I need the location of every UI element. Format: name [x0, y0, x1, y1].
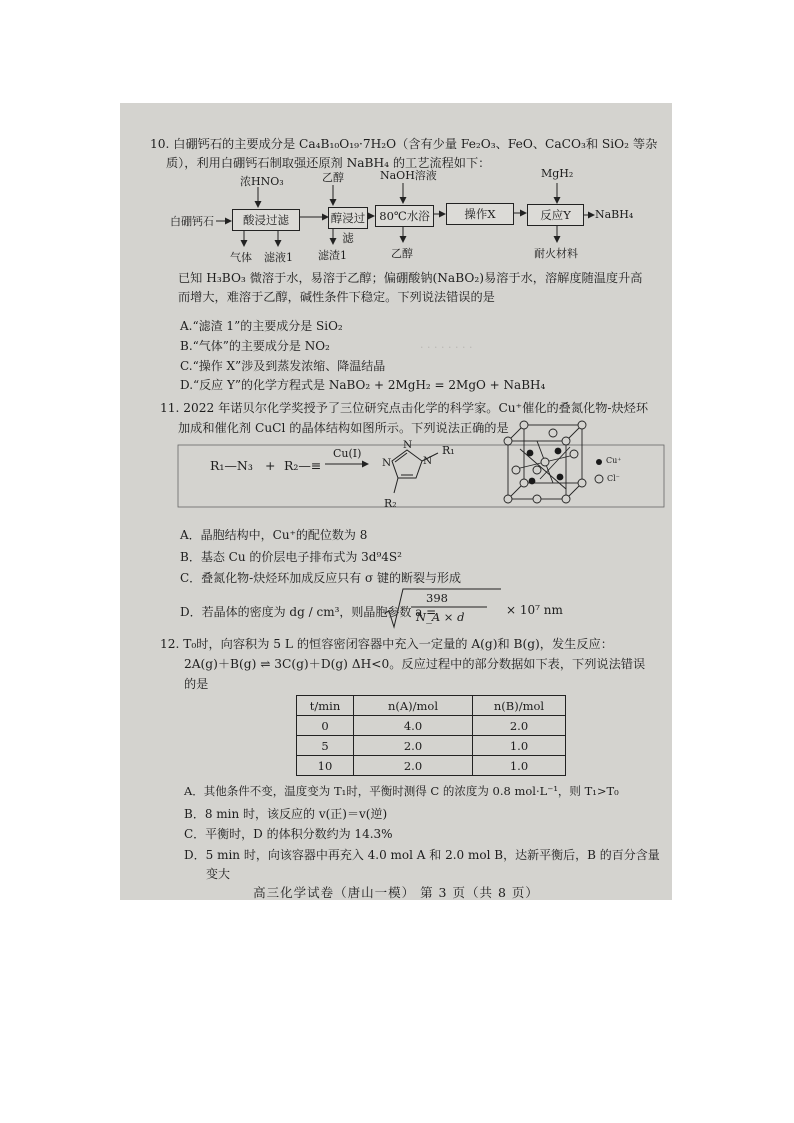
q10-info: 已知 H₃BO₃ 微溶于水，易溶于乙醇；偏硼酸钠(NaBO₂)易溶于水，溶解度随温度升高: [178, 271, 643, 285]
table-row: [297, 756, 566, 776]
flow-product-label: NaBH₄: [595, 208, 634, 221]
header-na: n(A)/mol: [354, 696, 473, 716]
legend-markers: [594, 457, 606, 487]
table-cell: 2.0: [354, 756, 473, 776]
substituent-r1: R₁: [442, 444, 455, 457]
flow-output-refractory: 耐火材料: [534, 247, 578, 260]
q12-option-a: A．其他条件不变，温度变为 T₁时，平衡时测得 C 的浓度为 0.8 mol·L⁻¹，则 T₁>T₀: [184, 784, 619, 798]
plus-sign: +: [265, 458, 276, 473]
q11-stem-cont: 加成和催化剂 CuCl 的晶体结构如图所示。下列说法正确的是: [178, 421, 509, 435]
q12-equation: 2A(g)＋B(g) ⇌ 3C(g)＋D(g) ΔH<0。反应过程中的部分数据如下表，下列说法错误: [184, 657, 646, 671]
flow-output-gas: 气体: [230, 251, 252, 264]
reactant-alkyne: R₂—≡: [284, 458, 322, 473]
table-cell: 5: [297, 736, 354, 756]
table-cell: 0: [297, 716, 354, 736]
q11-option-c: C．叠氮化物-炔烃环加成反应只有 σ 键的断裂与形成: [180, 571, 462, 585]
q10-option-a: A.“滤渣 1”的主要成分是 SiO₂: [180, 319, 343, 333]
table-cell: 1.0: [473, 736, 566, 756]
exam-page-photo: [120, 103, 672, 900]
flow-step-water-bath: 80℃水浴: [375, 205, 434, 227]
bleed-through-text: · · · · · · · ·: [420, 341, 473, 354]
substituent-r2: R₂: [384, 497, 397, 510]
ring-n-top: N: [403, 439, 413, 451]
table-cell: 4.0: [354, 716, 473, 736]
q11-option-b: B．基态 Cu 的价层电子排布式为 3d⁹4S²: [180, 550, 402, 564]
table-row: [297, 736, 566, 756]
q12-option-d: D．5 min 时，向该容器中再充入 4.0 mol A 和 2.0 mol B，达新平衡后，B 的百分含量: [184, 848, 660, 862]
legend-cu: Cu⁺: [606, 456, 622, 465]
flow-input-hno3: 浓HNO₃: [240, 175, 284, 188]
exponent-suffix: × 10⁷ nm: [506, 603, 563, 617]
fraction-numerator: 398: [426, 591, 448, 605]
page-footer: 高三化学试卷（唐山一模） 第 3 页（共 8 页）: [253, 885, 539, 900]
table-cell: 10: [297, 756, 354, 776]
flow-step-alcohol-leach: 醇浸过滤: [328, 207, 368, 229]
q12-option-b: B．8 min 时，该反应的 v(正)＝v(逆): [184, 807, 388, 821]
q10-option-b: B.“气体”的主要成分是 NO₂: [180, 339, 330, 353]
q12-option-d-cont: 变大: [206, 867, 231, 881]
flow-input-mgh2: MgH₂: [541, 167, 574, 180]
q12-option-c: C．平衡时，D 的体积分数约为 14.3%: [184, 827, 393, 841]
flow-input-ethanol: 乙醇: [322, 171, 344, 184]
q11-stem: 11. 2022 年诺贝尔化学奖授予了三位研究点击化学的科学家。Cu⁺催化的叠氮化物-炔烃环: [160, 401, 649, 415]
ring-n-right: N: [423, 455, 433, 467]
header-time: t/min: [297, 696, 354, 716]
q10-stem-cont: 质），利用白硼钙石制取强还原剂 NaBH₄ 的工艺流程如下：: [166, 156, 491, 170]
flow-step-acid-leach: 酸浸过滤: [232, 209, 300, 231]
q11-option-a: A．晶胞结构中，Cu⁺的配位数为 8: [180, 528, 368, 542]
flow-input-naoh: NaOH溶液: [380, 169, 437, 182]
cucl-unit-cell: [500, 419, 590, 509]
flow-output-ethanol: 乙醇: [391, 247, 413, 260]
table-cell: 1.0: [473, 756, 566, 776]
table-cell: 2.0: [473, 716, 566, 736]
q12-stem-end: 的是: [184, 677, 209, 691]
table-cell: 2.0: [354, 736, 473, 756]
reactant-azide: R₁—N₃: [210, 458, 253, 473]
kinetics-table: [296, 695, 566, 776]
table-row: [297, 716, 566, 736]
q10-option-c: C.“操作 X”涉及到蒸发浓缩、降温结晶: [180, 359, 386, 373]
flow-start-label: 白硼钙石: [170, 215, 214, 228]
ring-n-left: N: [382, 457, 392, 469]
fraction-denominator: N_A × d: [416, 610, 465, 624]
flow-step-operation-x: 操作X: [446, 203, 514, 225]
q10-option-d: D.“反应 Y”的化学方程式是 NaBO₂ + 2MgH₂ = 2MgO + NaBH₄: [180, 378, 546, 392]
flow-output-filtrate1: 滤液1: [264, 251, 293, 264]
q11-option-d: D．若晶体的密度为 dg / cm³，则晶胞参数 a =: [180, 605, 437, 619]
legend-cl: Cl⁻: [607, 474, 620, 483]
table-header-row: [297, 696, 566, 716]
flow-output-residue1: 滤渣1: [318, 249, 347, 262]
q10-stem: 10. 白硼钙石的主要成分是 Ca₄B₁₀O₁₉·7H₂O（含有少量 Fe₂O₃、FeO、CaCO₃和 SiO₂ 等杂: [150, 137, 658, 151]
q10-info-cont: 而增大，难溶于乙醇，碱性条件下稳定。下列说法错误的是: [178, 290, 495, 304]
catalyst-label: Cu(I): [333, 447, 362, 460]
header-nb: n(B)/mol: [473, 696, 566, 716]
flow-step-reaction-y: 反应Y: [527, 204, 584, 226]
q12-stem: 12. T₀时，向容积为 5 L 的恒容密闭容器中充入一定量的 A(g)和 B(g)，发生反应：: [160, 637, 613, 651]
